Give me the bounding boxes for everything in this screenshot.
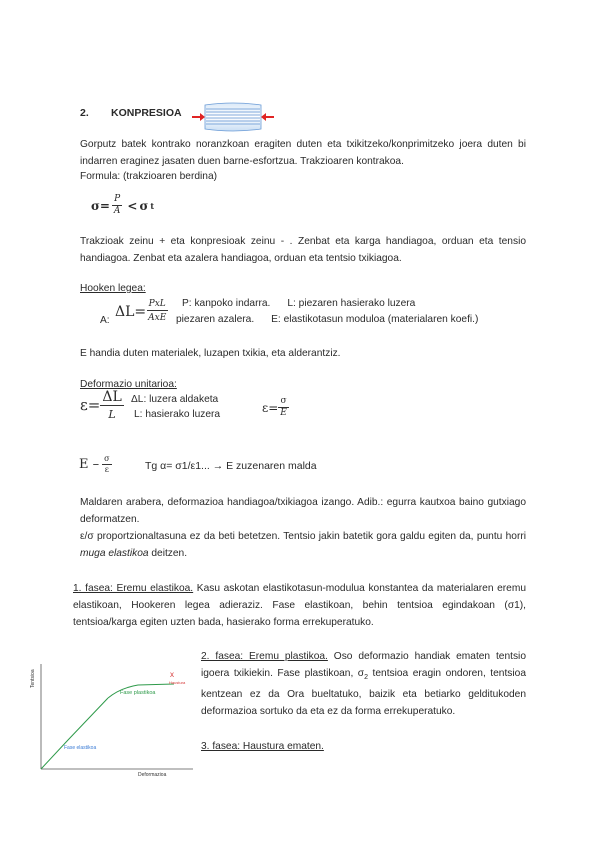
hooke-denominator: AxE bbox=[148, 313, 167, 323]
material-text: Maldaren arabera, deformazioa handiagoa/txikiagoa izango. Adib.: egurra kautxoa baino gutxiago deformatzen. bbox=[80, 497, 526, 525]
phase1-text: Kasu askotan elastikotasun-modulua konstantea da materialaren eremu elastikoan, Hookeren legea adieraziz. Fase elastikoan, behin tentsioa egindakoan (σ1), tentsioa/karga egiten uzten bada, hasierako forma errekuperatuko. bbox=[73, 583, 526, 628]
delta-l: ΔL= bbox=[115, 303, 147, 320]
proportion-main: ε/σ proportzionaltasuna ez da beti betetzen. Tentsio jakin batetik gora galdu egiten da, puntu horri bbox=[80, 531, 526, 542]
phase2-subscript: 2 bbox=[364, 674, 369, 682]
modulus-numerator: σ bbox=[104, 454, 110, 463]
trakzio-text: Trakzioak zeinu + eta konpresioak zeinu - . Zenbat eta karga handiagoa, orduan eta tensio handiagoa. Zenbat eta azalera handiagoa, orduan eta tentsio txikiagoa. bbox=[80, 236, 526, 264]
left-arrow-icon bbox=[192, 113, 205, 121]
formula-label: Formula: (trakzioaren berdina) bbox=[80, 171, 218, 182]
phase2-text-a: Oso deformazio handiak ematen tentsio igoera txikiekin. Fase plastikoan, σ bbox=[201, 651, 526, 679]
hooke-title: Hooken legea: bbox=[80, 283, 146, 294]
compression-illustration bbox=[191, 100, 275, 134]
tangent-text: Tg α= σ1/ε1... → E zuzenaren malda bbox=[145, 460, 317, 472]
formula-denominator: A bbox=[113, 206, 121, 216]
phase1-paragraph bbox=[73, 580, 526, 631]
strain-formula-2 bbox=[262, 397, 289, 418]
strain-legend-1: ΔL: luzera aldaketa bbox=[131, 394, 219, 405]
section-number: 2. bbox=[80, 107, 89, 119]
proportion-end: deitzen. bbox=[151, 548, 188, 559]
phase1-title: 1. fasea: Eremu elastikoa. bbox=[73, 583, 194, 594]
hooke-legend-1: P: kanpoko indarra. L: piezaren hasierako luzera bbox=[182, 298, 416, 309]
hooke-prefix: A: bbox=[100, 315, 110, 326]
hooke-numerator: PxL bbox=[148, 299, 166, 309]
phase2-paragraph bbox=[201, 648, 526, 720]
strain2-denominator: E bbox=[280, 408, 287, 418]
y-axis-label: Tentsioa bbox=[30, 669, 36, 688]
hooke-legend-2: piezaren azalera. E: elastikotasun moduloa (materialaren koefi.) bbox=[176, 314, 479, 325]
stress-strain-graph bbox=[28, 660, 198, 778]
modulus-lhs: E – bbox=[79, 457, 100, 472]
right-arrow-icon bbox=[261, 113, 274, 121]
strain-numerator: ΔL bbox=[102, 389, 122, 405]
stress-formula bbox=[91, 195, 154, 216]
definition-text: Gorputz batek kontrako noranzkoan eragiten duten eta txikitzeko/konprimitzeko joera duten bi indarren eraginez jasaten duen barne-esfortzua. Trakzioaren kontrakoa. bbox=[80, 139, 526, 167]
section-title: KONPRESIOA bbox=[111, 107, 182, 119]
deformation-title: Deformazio unitarioa: bbox=[80, 379, 177, 390]
formula-lhs: σ= bbox=[91, 198, 110, 213]
modulus-denominator: ε bbox=[104, 465, 109, 474]
strain-formula bbox=[80, 390, 124, 420]
formula-rhs: σ bbox=[139, 198, 149, 213]
strain2-numerator: σ bbox=[280, 396, 287, 406]
elastic-phase-label: Fase elastikoa bbox=[64, 745, 97, 751]
plastic-phase-label: Fase plastikoa bbox=[120, 690, 156, 696]
strain-lhs: ε= bbox=[80, 396, 101, 414]
hooke-note: E handia duten materialek, luzapen txikia, eta alderantziz. bbox=[80, 348, 341, 359]
modulus-formula bbox=[79, 455, 112, 474]
phase3-title: 3. fasea: Haustura ematen. bbox=[201, 741, 324, 752]
strain-denominator: L bbox=[108, 408, 116, 421]
formula-subscript: t bbox=[150, 200, 155, 211]
x-axis-label: Deformazioa bbox=[138, 772, 167, 778]
phase2-text-b: tentsioa eragin ondoren, tentsioa kentzean ez da Ora bueltatuko, baizik eta betiarko gelditukoden deformazioa sortuko da eta ez da forma errekuperatuko. bbox=[201, 668, 526, 718]
formula-numerator: P bbox=[114, 194, 121, 204]
break-label: Haustura bbox=[169, 680, 186, 685]
elastic-curve bbox=[41, 698, 108, 769]
proportion-text bbox=[80, 528, 526, 562]
break-mark-icon: x bbox=[170, 670, 174, 679]
elastic-limit-term: muga elastikoa bbox=[80, 548, 149, 559]
strain-legend-2: L: hasierako luzera bbox=[134, 409, 221, 420]
strain2-lhs: ε= bbox=[262, 400, 279, 415]
hooke-formula bbox=[115, 300, 168, 323]
formula-operator: < bbox=[127, 198, 138, 213]
phase2-title: 2. fasea: Eremu plastikoa. bbox=[201, 651, 328, 662]
